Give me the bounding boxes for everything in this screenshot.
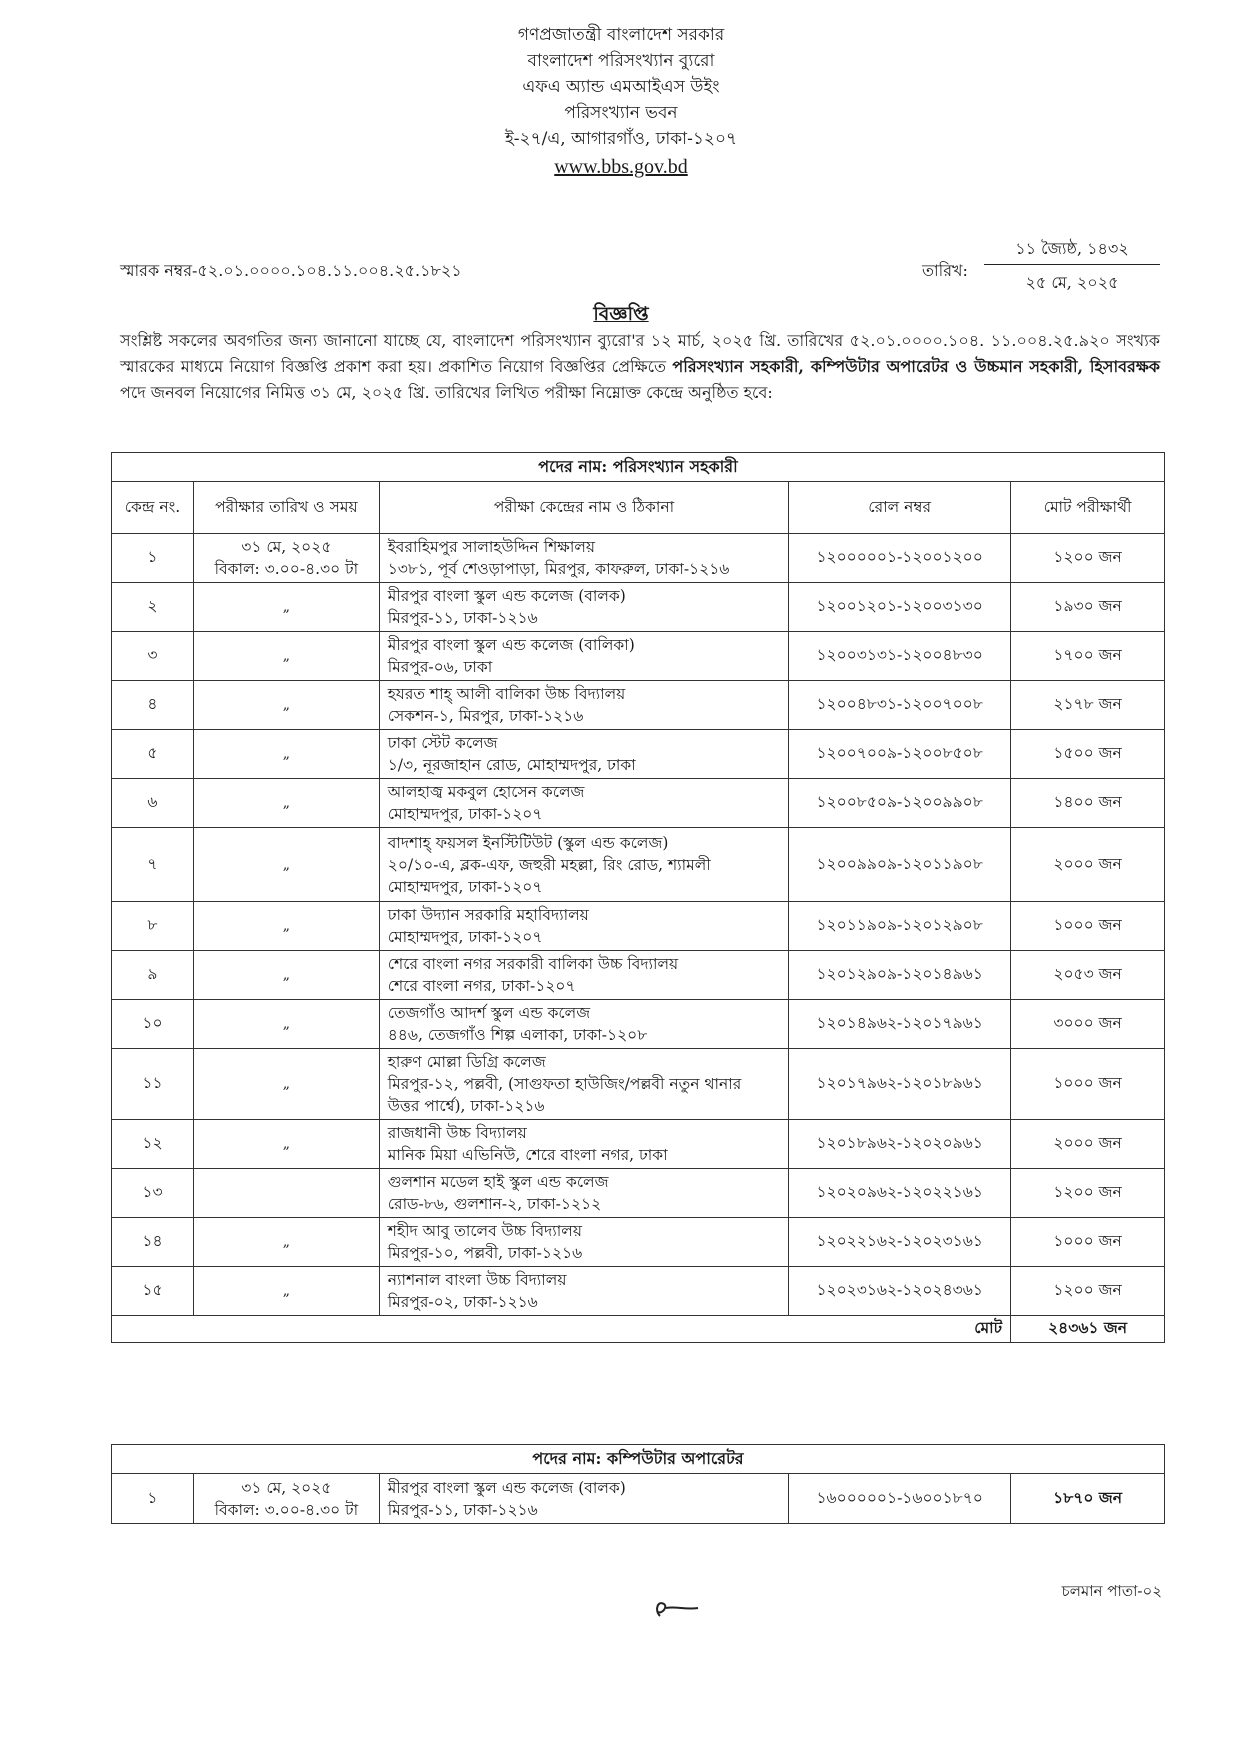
intro-paragraph [120, 328, 1160, 406]
center-no: ৬ [112, 779, 194, 828]
center-address: ঢাকা স্টেট কলেজ ১/৩, নূরজাহান রোড, মোহাম্মদপুর, ঢাকা [379, 730, 788, 779]
exam-time: ৩১ মে, ২০২৫ বিকাল: ৩.০০-৪.৩০ টা [193, 534, 379, 583]
roll-range: ১২০২০৯৬২-১২০২২১৬১ [789, 1169, 1011, 1218]
center-address: মীরপুর বাংলা স্কুল এন্ড কলেজ (বালক) মিরপুর-১১, ঢাকা-১২১৬ [379, 583, 788, 632]
col-center-name: পরীক্ষা কেন্দ্রের নাম ও ঠিকানা [379, 482, 788, 534]
exam-time: „ [193, 1120, 379, 1169]
total-label: মোট [112, 1316, 1011, 1343]
center-no: ১২ [112, 1120, 194, 1169]
roll-range: ১২০০১২০১-১২০০৩১৩০ [789, 583, 1011, 632]
col-exam-time: পরীক্ষার তারিখ ও সময় [193, 482, 379, 534]
roll-range: ১২০০০০০১-১২০০১২০০ [789, 534, 1011, 583]
date-english: ২৫ মে, ২০২৫ [1025, 273, 1119, 292]
candidate-count: ২১৭৮ জন [1011, 681, 1165, 730]
candidate-count: ১০০০ জন [1011, 1218, 1165, 1267]
center-no: ১৩ [112, 1169, 194, 1218]
exam-time: „ [193, 632, 379, 681]
candidate-count: ২০০০ জন [1011, 1120, 1165, 1169]
center-address: তেজগাঁও আদর্শ স্কুল এন্ড কলেজ ৪৪৬, তেজগাঁও শিল্প এলাকা, ঢাকা-১২০৮ [379, 1000, 788, 1049]
center-no: ৮ [112, 902, 194, 951]
center-address: ইবরাহিমপুর সালাহউদ্দিন শিক্ষালয় ১৩৮১, পূর্ব শেওড়াপাড়া, মিরপুর, কাফরুল, ঢাকা-১২১৬ [379, 534, 788, 583]
letterhead [0, 22, 1242, 181]
roll-range: ১২০০৭০০৯-১২০০৮৫০৮ [789, 730, 1011, 779]
roll-range: ১২০২৩১৬২-১২০২৪৩৬১ [789, 1267, 1011, 1316]
candidate-count: ১৯৩০ জন [1011, 583, 1165, 632]
roll-range: ১২০০৮৫০৯-১২০০৯৯০৮ [789, 779, 1011, 828]
candidate-count: ১০০০ জন [1011, 902, 1165, 951]
table2-post-title: পদের নাম: কম্পিউটার অপারেটর [112, 1445, 1165, 1474]
address: ই-২৭/এ, আগারগাঁও, ঢাকা-১২০৭ [504, 129, 738, 149]
table-row [112, 1474, 1165, 1524]
center-no: ১০ [112, 1000, 194, 1049]
exam-time: „ [193, 902, 379, 951]
candidate-count: ১৫০০ জন [1011, 730, 1165, 779]
exam-time: „ [193, 730, 379, 779]
exam-time: ৩১ মে, ২০২৫ বিকাল: ৩.০০-৪.৩০ টা [193, 1474, 379, 1524]
center-address: রাজধানী উচ্চ বিদ্যালয় মানিক মিয়া এভিনিউ, শেরে বাংলা নগর, ঢাকা [379, 1120, 788, 1169]
center-address: ন্যাশনাল বাংলা উচ্চ বিদ্যালয় মিরপুর-০২, ঢাকা-১২১৬ [379, 1267, 788, 1316]
center-no: ৯ [112, 951, 194, 1000]
govt-name: গণপ্রজাতন্ত্রী বাংলাদেশ সরকার [517, 25, 725, 45]
exam-time: „ [193, 1000, 379, 1049]
center-no: ১১ [112, 1049, 194, 1120]
roll-range: ১২০১২৯০৯-১২০১৪৯৬১ [789, 951, 1011, 1000]
center-address: হযরত শাহ্ আলী বালিকা উচ্চ বিদ্যালয় সেকশন-১, মিরপুর, ঢাকা-১২১৬ [379, 681, 788, 730]
intro-text-1: সংশ্লিষ্ট সকলের অবগতির জন্য জানানো যাচ্ছে যে, বাংলাদেশ পরিসংখ্যান ব্যুরো'র ১২ মার্চ, ২০২৫ খ্রি. তারিখের ৫২.০১.০০০০.১০৪. ১১.০০৪.২৫.৯২০ সংখ্যক স্মারকের মাধ্যমে নিয়োগ বিজ্ঞপ্তি প্রকাশ করা হয়। প্রকাশিত নিয়োগ বিজ্ঞপ্তির প্রেক্ষিতে [120, 331, 1160, 376]
exam-time: „ [193, 951, 379, 1000]
table-row [112, 779, 1165, 828]
col-roll: রোল নম্বর [789, 482, 1011, 534]
table-row [112, 681, 1165, 730]
table-row [112, 583, 1165, 632]
center-no: ১৪ [112, 1218, 194, 1267]
candidate-count: ১০০০ জন [1011, 1049, 1165, 1120]
bureau-name: বাংলাদেশ পরিসংখ্যান ব্যুরো [527, 51, 715, 71]
roll-range: ১২০০৪৮৩১-১২০০৭০০৮ [789, 681, 1011, 730]
candidate-count: ১২০০ জন [1011, 1267, 1165, 1316]
table-row [112, 1169, 1165, 1218]
center-no: ২ [112, 583, 194, 632]
website-link[interactable]: www.bbs.gov.bd [554, 156, 688, 178]
center-address: হারুণ মোল্লা ডিগ্রি কলেজ মিরপুর-১২, পল্লবী, (সাগুফতা হাউজিং/পল্লবী নতুন থানার উত্তর পার্শ্বে), ঢাকা-১২১৬ [379, 1049, 788, 1120]
col-center-no: কেন্দ্র নং. [112, 482, 194, 534]
center-no: ১ [112, 534, 194, 583]
date-bangla: ১১ জ্যৈষ্ঠ, ১৪৩২ [1015, 239, 1129, 258]
memo-number: স্মারক নম্বর-৫২.০১.০০০০.১০৪.১১.০০৪.২৫.১৮২১ [120, 261, 462, 280]
intro-text-2: পদে জনবল নিয়োগের নিমিত্ত ৩১ মে, ২০২৫ খ্রি. তারিখের লিখিত পরীক্ষা নিম্নোক্ত কেন্দ্রে অনুষ্ঠিত হবে: [120, 383, 773, 402]
table-row [112, 534, 1165, 583]
exam-time: „ [193, 583, 379, 632]
intro-posts: পরিসংখ্যান সহকারী, কম্পিউটার অপারেটর ও উচ্চমান সহকারী, হিসাবরক্ষক [672, 357, 1160, 376]
candidate-count: ৩০০০ জন [1011, 1000, 1165, 1049]
col-total: মোট পরীক্ষার্থী [1011, 482, 1165, 534]
roll-range: ১২০০৯৯০৯-১২০১১৯০৮ [789, 828, 1011, 902]
center-address: মীরপুর বাংলা স্কুল এন্ড কলেজ (বালিকা) মিরপুর-০৬, ঢাকা [379, 632, 788, 681]
table-row [112, 1120, 1165, 1169]
center-address: বাদশাহ্ ফয়সল ইনস্টিটিউট (স্কুল এন্ড কলেজ) ২০/১০-এ, ব্লক-এফ, জহুরী মহল্লা, রিং রোড, শ্যামলী মোহাম্মদপুর, ঢাকা-১২০৭ [379, 828, 788, 902]
center-address: গুলশান মডেল হাই স্কুল এন্ড কলেজ রোড-৮৬, গুলশান-২, ঢাকা-১২১২ [379, 1169, 788, 1218]
date-label: তারিখ: [922, 261, 968, 280]
exam-time: „ [193, 1049, 379, 1120]
roll-range: ১২০১৭৯৬২-১২০১৮৯৬১ [789, 1049, 1011, 1120]
candidate-count: ২০৫৩ জন [1011, 951, 1165, 1000]
signature-mark [652, 1596, 702, 1620]
exam-time: „ [193, 828, 379, 902]
roll-range: ১২০০৩১৩১-১২০০৪৮৩০ [789, 632, 1011, 681]
center-no: ৭ [112, 828, 194, 902]
date-block [922, 236, 1162, 296]
wing-name: এফএ অ্যান্ড এমআইএস উইং [522, 77, 720, 97]
exam-time: „ [193, 681, 379, 730]
center-address: আলহাজ্ব মকবুল হোসেন কলেজ মোহাম্মদপুর, ঢাকা-১২০৭ [379, 779, 788, 828]
exam-time: „ [193, 1218, 379, 1267]
center-no: ৩ [112, 632, 194, 681]
roll-range: ১৬০০০০০১-১৬০০১৮৭০ [789, 1474, 1011, 1524]
center-address: শহীদ আবু তালেব উচ্চ বিদ্যালয় মিরপুর-১০, পল্লবী, ঢাকা-১২১৬ [379, 1218, 788, 1267]
table-row [112, 632, 1165, 681]
exam-time: „ [193, 779, 379, 828]
date-divider [984, 264, 1160, 265]
computer-operator-table [111, 1444, 1165, 1524]
candidate-count: ১৮৭০ জন [1011, 1474, 1165, 1524]
statistics-assistant-table [111, 452, 1165, 1343]
center-no: ৫ [112, 730, 194, 779]
candidate-count: ২০০০ জন [1011, 828, 1165, 902]
candidate-count: ১২০০ জন [1011, 534, 1165, 583]
table-row [112, 1218, 1165, 1267]
center-no: ৪ [112, 681, 194, 730]
continued-page: চলমান পাতা-০২ [1061, 1582, 1162, 1600]
center-address: শেরে বাংলা নগর সরকারী বালিকা উচ্চ বিদ্যালয় শেরে বাংলা নগর, ঢাকা-১২০৭ [379, 951, 788, 1000]
exam-time [193, 1169, 379, 1218]
total-value: ২৪৩৬১ জন [1011, 1316, 1165, 1343]
center-address: মীরপুর বাংলা স্কুল এন্ড কলেজ (বালক) মিরপুর-১১, ঢাকা-১২১৬ [379, 1474, 788, 1524]
table-row [112, 1000, 1165, 1049]
exam-time: „ [193, 1267, 379, 1316]
roll-range: ১২০১৪৯৬২-১২০১৭৯৬১ [789, 1000, 1011, 1049]
roll-range: ১২০১১৯০৯-১২০১২৯০৮ [789, 902, 1011, 951]
center-address: ঢাকা উদ্যান সরকারি মহাবিদ্যালয় মোহাম্মদপুর, ঢাকা-১২০৭ [379, 902, 788, 951]
table-row [112, 902, 1165, 951]
roll-range: ১২০২২১৬২-১২০২৩১৬১ [789, 1218, 1011, 1267]
candidate-count: ১৭০০ জন [1011, 632, 1165, 681]
table1-header-row [112, 482, 1165, 534]
table-row [112, 1049, 1165, 1120]
center-no: ১৫ [112, 1267, 194, 1316]
table-row [112, 951, 1165, 1000]
table-row [112, 730, 1165, 779]
table-row [112, 828, 1165, 902]
table1-total-row [112, 1316, 1165, 1343]
candidate-count: ১৪০০ জন [1011, 779, 1165, 828]
notice-title: বিজ্ঞপ্তি [593, 303, 649, 325]
center-no: ১ [112, 1474, 194, 1524]
roll-range: ১২০১৮৯৬২-১২০২০৯৬১ [789, 1120, 1011, 1169]
table1-post-title: পদের নাম: পরিসংখ্যান সহকারী [112, 453, 1165, 482]
building-name: পরিসংখ্যান ভবন [564, 103, 678, 123]
candidate-count: ১২০০ জন [1011, 1169, 1165, 1218]
table-row [112, 1267, 1165, 1316]
